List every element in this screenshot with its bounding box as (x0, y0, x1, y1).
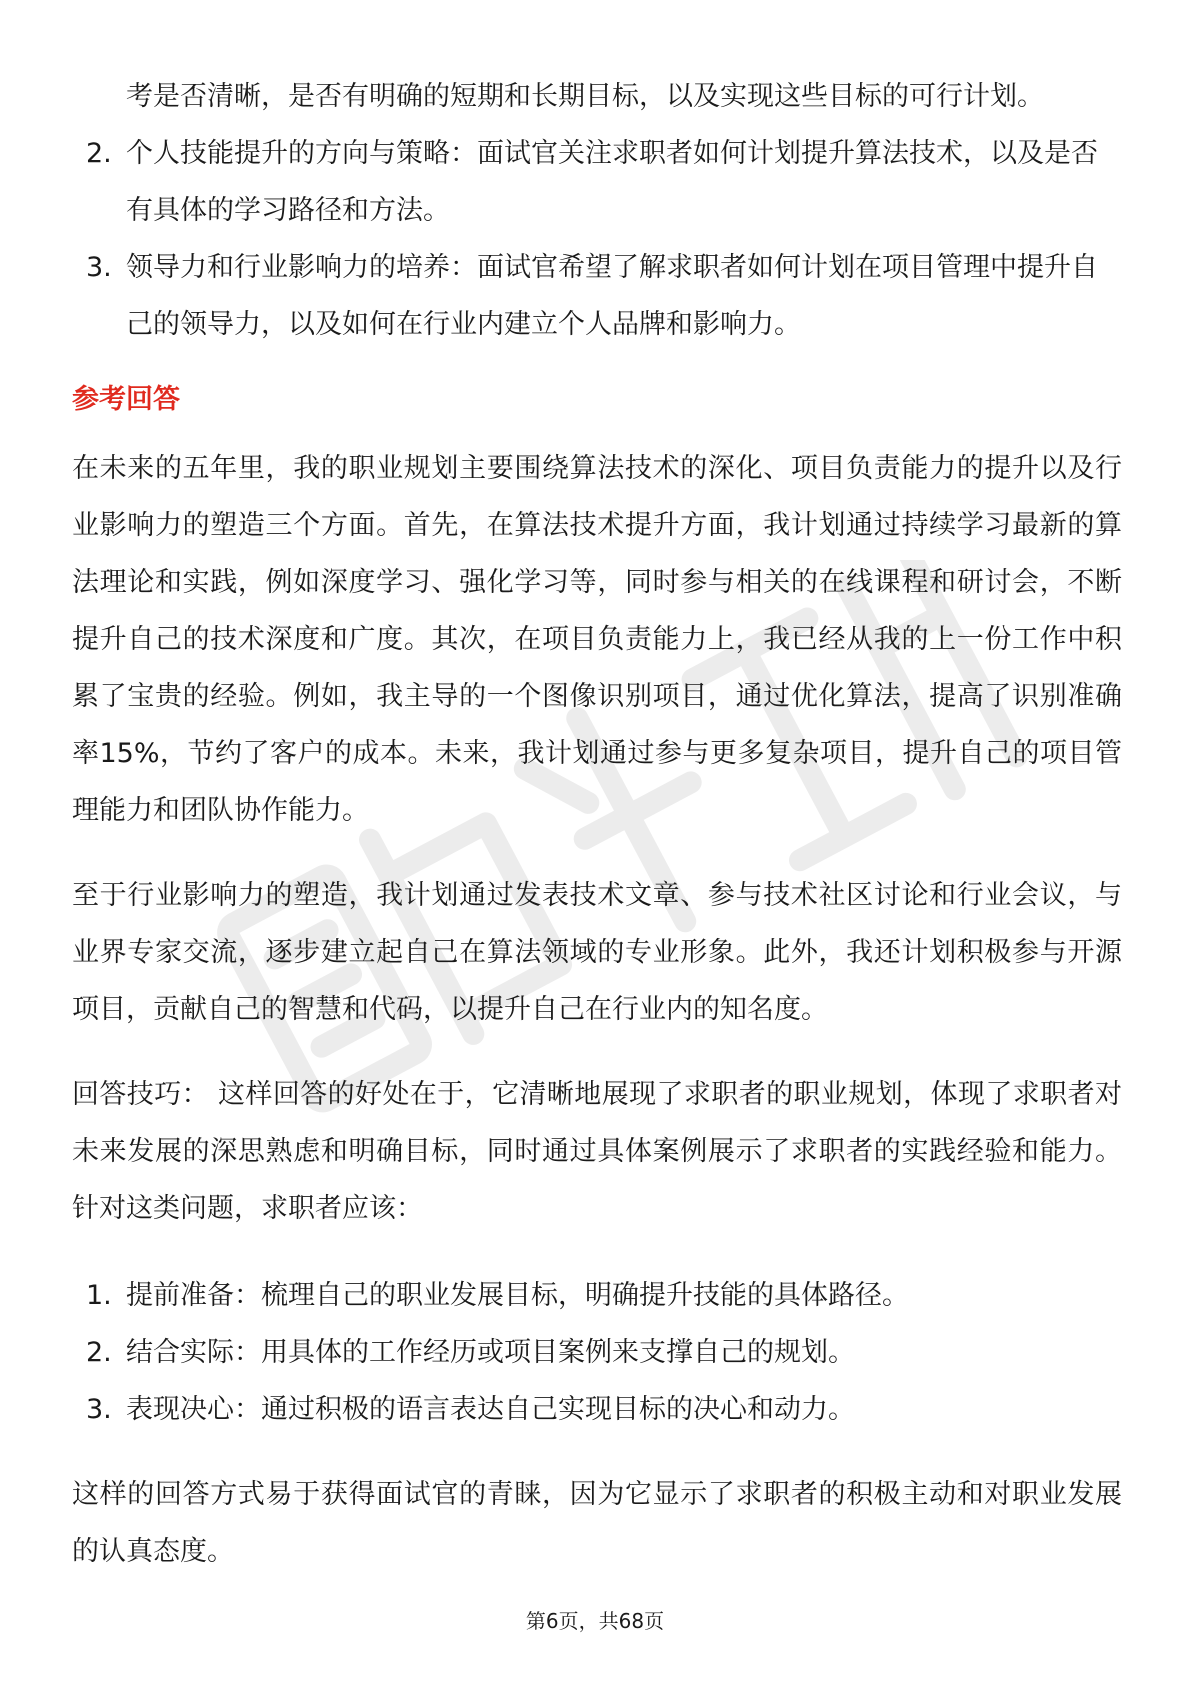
list-item-text: 表现决心：通过积极的语言表达自己实现目标的决心和动力。 (126, 1394, 855, 1425)
answer-paragraph: 在未来的五年里，我的职业规划主要围绕算法技术的深化、项目负责能力的提升以及行业影响力的塑造三个方面。首先，在算法技术提升方面，我计划通过持续学习最新的算法理论和实践，例如深度学习、强化学习等，同时参与相关的在线课程和研讨会，不断提升自己的技术深度和广度。其次，在项目负责能力上，我已经从我的上一份工作中积累了宝贵的经验。例如，我主导的一个图像识别项目，通过优化算法，提高了识别准确率15%，节约了客户的成本。未来，我计划通过参与更多复杂项目，提升自己的项目管理能力和团队协作能力。 (72, 453, 1122, 826)
list-item (72, 1324, 1122, 1381)
section-heading: 参考回答 (72, 384, 180, 415)
list-item-text: 结合实际：用具体的工作经历或项目案例来支撑自己的规划。 (126, 1337, 855, 1368)
page-number: 第6页，共68页 (525, 1609, 665, 1633)
list-item (72, 1267, 1122, 1324)
page-content (72, 68, 1122, 1580)
answer-paragraph: 至于行业影响力的塑造，我计划通过发表技术文章、参与技术社区讨论和行业会议，与业界专家交流，逐步建立起自己在算法领域的专业形象。此外，我还计划积极参与开源项目，贡献自己的智慧和代码，以提升自己在行业内的知名度。 (72, 880, 1122, 1025)
list-item (72, 1381, 1122, 1438)
interviewer-focus-list (72, 125, 1122, 353)
list-item-text: 提前准备：梳理自己的职业发展目标，明确提升技能的具体路径。 (126, 1280, 909, 1311)
list-number: 2. (86, 138, 112, 169)
closing-paragraph: 这样的回答方式易于获得面试官的青睐，因为它显示了求职者的积极主动和对职业发展的认真态度。 (72, 1479, 1122, 1567)
list-number: 3. (86, 1394, 112, 1425)
answer-tips-paragraph: 回答技巧： 这样回答的好处在于，它清晰地展现了求职者的职业规划，体现了求职者对未来发展的深思熟虑和明确目标，同时通过具体案例展示了求职者的实践经验和能力。针对这类问题，求职者应该： (72, 1079, 1122, 1224)
list-number: 2. (86, 1337, 112, 1368)
list-number: 1. (86, 1280, 112, 1311)
list-number: 3. (86, 252, 112, 283)
list-item-text: 个人技能提升的方向与策略：面试官关注求职者如何计划提升算法技术，以及是否有具体的学习路径和方法。 (126, 138, 1098, 226)
list-item (72, 239, 1122, 353)
list-item-continuation: 考是否清晰，是否有明确的短期和长期目标，以及实现这些目标的可行计划。 (126, 81, 1044, 112)
list-item (72, 125, 1122, 239)
tips-list (72, 1267, 1122, 1438)
list-item-text: 领导力和行业影响力的培养：面试官希望了解求职者如何计划在项目管理中提升自己的领导力，以及如何在行业内建立个人品牌和影响力。 (126, 252, 1098, 340)
